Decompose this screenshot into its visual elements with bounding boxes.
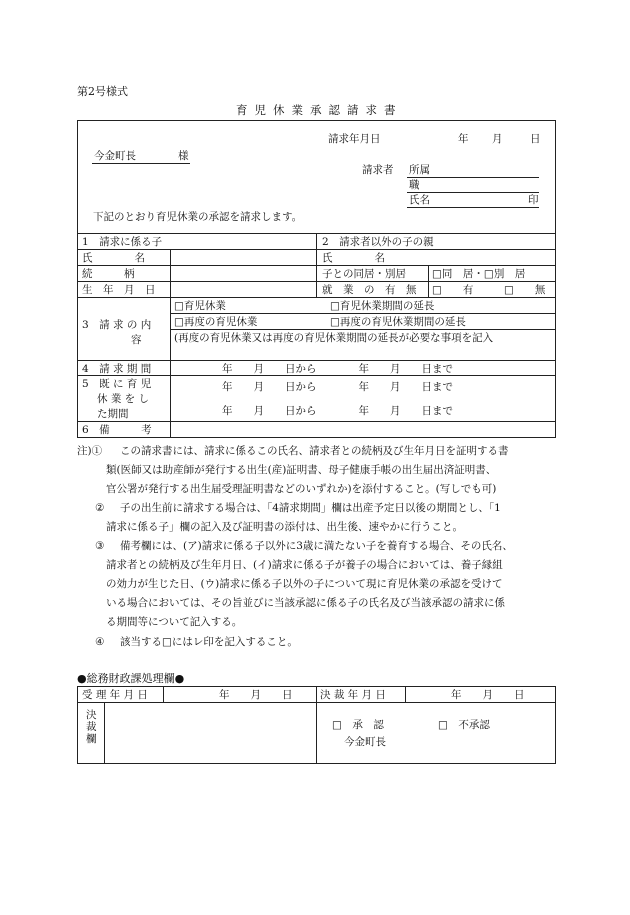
disapprove-checkbox[interactable]: □ 不承認 [438,719,490,731]
section1-title: 1 請求に係る子 [82,236,163,248]
section2-title: 2 請求者以外の子の親 [322,236,434,248]
request-date-month: 月 [492,133,503,145]
note-3-line-5: る期間等について記入する。 [106,616,243,628]
remarks-field[interactable] [172,422,554,436]
childcare-leave-checkbox[interactable]: □育児休業 [174,300,226,312]
cohabitation-label: 子との同居・別居 [322,268,406,280]
child-relationship-label: 続 柄 [82,268,135,280]
addressee: 今金町長 [94,150,136,162]
section3-label: 3 請 求 の 内 [82,319,152,331]
name-label: 氏名 [409,194,430,206]
approve-checkbox[interactable]: □ 承 認 [332,719,384,731]
request-statement: 下記のとおり育児休業の承認を請求します。 [93,211,303,223]
note-4-line-1: 該当する□にはレ印を記入すること。 [120,636,298,648]
mayor-label: 今金町長 [344,736,386,748]
note-1-line-2: 類(医師又は助産師が発行する出生(産)証明書、母子健康手帳の出生届出済証明書、 [106,464,497,476]
child-fields[interactable] [172,250,315,296]
note-3-line-2: 請求者との続柄及び生年月日、(イ)請求に係る子が養子の場合においては、養子縁組 [106,559,503,571]
note-1-line-3: 官公署が発行する出生届受理証明書などのいずれか)を添付すること。(写しでも可) [106,483,497,495]
note-3-mark: ③ [95,540,105,552]
cohabitation-checkboxes[interactable]: □同 居・□別 居 [432,268,526,280]
employment-label: 就 業 の 有 無 [322,284,417,296]
past-period-1[interactable]: 年 月 日から 年 月 日まで [222,381,453,393]
form-number: 第2号様式 [77,85,128,98]
child-name-label: 氏 名 [82,252,145,264]
section5-label-2: 休 業 を し [97,393,150,405]
section6-label: 6 備 考 [82,424,152,436]
note-2-line-2: 請求に係る子」欄の記入及び証明書の添付は、出生後、速やかに行うこと。 [106,521,463,533]
affiliation-label: 所属 [409,164,430,176]
employment-yes-checkbox[interactable]: □ 有 [432,284,474,296]
position-field[interactable] [407,192,539,193]
notes-prefix: 注)① [77,445,103,457]
page-title: 育児休業承認請求書 [236,103,403,117]
office-section-title: ●総務財政課処理欄● [77,672,185,685]
past-period-2[interactable]: 年 月 日から 年 月 日まで [222,405,453,417]
addressee-honorific: 様 [178,150,189,162]
other-parent-name-label: 氏 名 [322,252,385,264]
note-3-line-1: 備考欄には、(ア)請求に係る子以外に3歳に満たない子を養育する場合、その氏名、 [120,540,513,552]
request-period[interactable]: 年 月 日から 年 月 日まで [222,363,453,375]
repeat-extension-checkbox[interactable]: □再度の育児休業期間の延長 [330,316,466,328]
position-label: 職 [409,179,420,191]
note-2-line-1: 子の出生前に請求する場合は、「4請求期間」欄は出産予定日以後の期間とし、「1 [120,502,501,514]
repeat-leave-checkbox[interactable]: □再度の育児休業 [174,316,258,328]
note-3-line-4: いる場合においては、その旨並びに当該承認に係る子の氏名及び当該承認の請求に係 [106,597,505,609]
request-date-label: 請求年月日 [328,133,381,145]
name-field[interactable] [407,207,539,208]
decision-column-3: 欄 [86,733,97,745]
decision-column-1: 決 [86,709,97,721]
section3-label-2: 容 [131,334,142,346]
received-date-label: 受 理 年 月 日 [82,689,148,701]
seal-mark: 印 [528,194,539,206]
decision-date[interactable]: 年 月 日 [451,689,525,701]
note-1-line-1: この請求書には、請求に係るこの氏名、請求者との続柄及び生年月日を証明する書 [120,445,509,457]
request-date-year: 年 [458,133,469,145]
addressee-underline [92,163,190,164]
child-birthdate-label: 生 年 月 日 [82,284,156,296]
affiliation-field[interactable] [407,177,539,178]
section3-note: (再度の育児休業又は再度の育児休業期間の延長が必要な事項を記入 [174,332,494,344]
leave-extension-checkbox[interactable]: □育児休業期間の延長 [330,300,435,312]
note-3-line-3: の効力が生じた日、(ウ)請求に係る子以外の子について現に育児休業の承認を受けて [106,578,503,590]
section5-label-3: た期間 [97,408,129,420]
decision-date-label: 決 裁 年 月 日 [320,689,386,701]
note-4-mark: ④ [95,636,105,648]
employment-no-checkbox[interactable]: □ 無 [504,284,546,296]
section4-label: 4 請 求 期 間 [82,363,152,375]
requester-label: 請求者 [362,164,394,176]
section5-label: 5 既 に 育 児 [82,378,152,390]
note-2-mark: ② [95,502,105,514]
received-date[interactable]: 年 月 日 [219,689,293,701]
request-date-day: 日 [530,133,541,145]
decision-column-2: 裁 [86,721,97,733]
